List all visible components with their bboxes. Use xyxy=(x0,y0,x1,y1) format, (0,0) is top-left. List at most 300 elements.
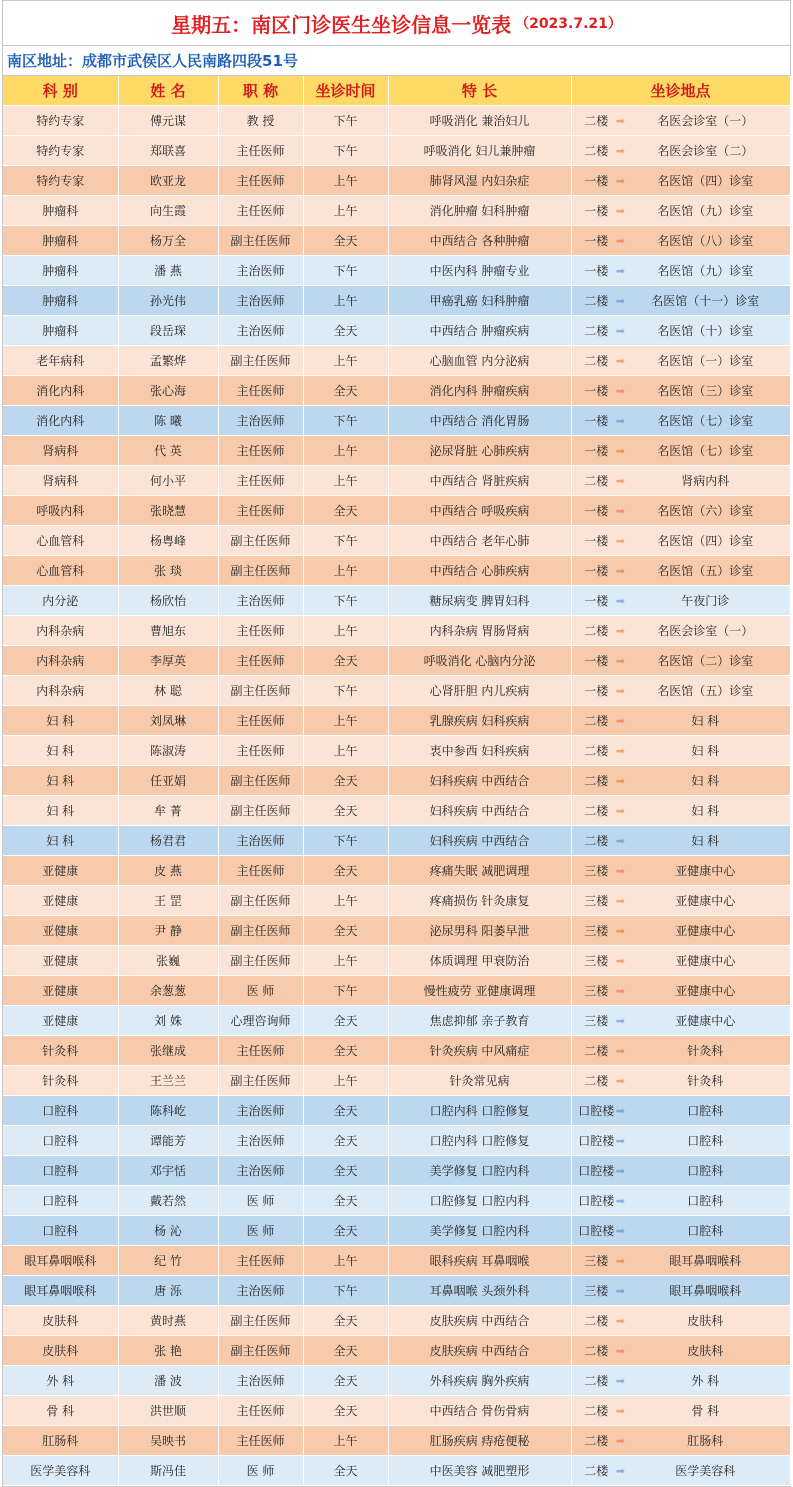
session-time-cell: 全天 xyxy=(303,1036,388,1066)
clinic-location-cell: 眼耳鼻咽喉科 xyxy=(621,1276,790,1306)
floor-label: 一楼 xyxy=(584,204,609,218)
session-time-cell: 下午 xyxy=(303,406,388,436)
clinic-location-cell: 名医馆（四）诊室 xyxy=(621,526,790,556)
floor-label: 一楼 xyxy=(584,564,609,578)
specialty-cell: 针灸疾病 中风痛症 xyxy=(388,1036,571,1066)
floor-label: 二楼 xyxy=(584,1314,609,1328)
clinic-location-cell: 亚健康中心 xyxy=(621,976,790,1006)
right-arrow-icon: ➡ xyxy=(615,1464,625,1477)
specialty-cell: 中西结合 呼吸疾病 xyxy=(388,496,571,526)
clinic-location-cell: 名医会诊室（一） xyxy=(621,106,790,136)
specialty-cell: 针灸常见病 xyxy=(388,1066,571,1096)
floor-cell xyxy=(571,106,625,136)
doctor-title-cell: 主任医师 xyxy=(218,856,303,886)
table-body xyxy=(3,106,790,1486)
doctor-schedule-table xyxy=(3,76,791,1486)
table-row xyxy=(3,526,790,556)
doctor-name-cell: 王 罡 xyxy=(118,886,218,916)
right-arrow-icon: ➡ xyxy=(615,894,625,907)
specialty-cell: 慢性疲劳 亚健康调理 xyxy=(388,976,571,1006)
department-cell: 亚健康 xyxy=(3,1006,118,1036)
floor-label: 二楼 xyxy=(584,1464,609,1478)
department-cell: 眼耳鼻咽喉科 xyxy=(3,1246,118,1276)
doctor-title-cell: 副主任医师 xyxy=(218,1066,303,1096)
specialty-cell: 消化内科 肿瘤疾病 xyxy=(388,376,571,406)
floor-label: 二楼 xyxy=(584,474,609,488)
table-header-row xyxy=(3,76,790,106)
right-arrow-icon: ➡ xyxy=(615,1074,625,1087)
specialty-cell: 中西结合 肾脏疾病 xyxy=(388,466,571,496)
session-time-cell: 上午 xyxy=(303,436,388,466)
floor-cell xyxy=(571,496,625,526)
department-cell: 内分泌 xyxy=(3,586,118,616)
specialty-cell: 呼吸消化 心脑内分泌 xyxy=(388,646,571,676)
doctor-name-cell: 吴映书 xyxy=(118,1426,218,1456)
session-time-cell: 上午 xyxy=(303,616,388,646)
doctor-title-cell: 主治医师 xyxy=(218,826,303,856)
specialty-cell: 衷中参西 妇科疾病 xyxy=(388,736,571,766)
table-row xyxy=(3,496,790,526)
clinic-location-cell: 亚健康中心 xyxy=(621,856,790,886)
department-cell: 皮肤科 xyxy=(3,1336,118,1366)
department-cell: 亚健康 xyxy=(3,856,118,886)
doctor-title-cell: 医 师 xyxy=(218,976,303,1006)
specialty-cell: 内科杂病 胃肠肾病 xyxy=(388,616,571,646)
floor-cell xyxy=(571,1396,625,1426)
right-arrow-icon: ➡ xyxy=(615,1134,625,1147)
floor-label: 口腔楼 xyxy=(578,1104,615,1118)
right-arrow-icon: ➡ xyxy=(615,834,625,847)
right-arrow-icon: ➡ xyxy=(615,294,625,307)
doctor-name-cell: 杨 沁 xyxy=(118,1216,218,1246)
floor-label: 一楼 xyxy=(584,504,609,518)
session-time-cell: 上午 xyxy=(303,1246,388,1276)
floor-cell xyxy=(571,256,625,286)
clinic-location-cell: 名医馆（十一）诊室 xyxy=(621,286,790,316)
specialty-cell: 耳鼻咽喉 头颈外科 xyxy=(388,1276,571,1306)
session-time-cell: 全天 xyxy=(303,1006,388,1036)
doctor-name-cell: 牟 菁 xyxy=(118,796,218,826)
floor-cell xyxy=(571,706,625,736)
session-time-cell: 下午 xyxy=(303,586,388,616)
session-time-cell: 全天 xyxy=(303,226,388,256)
department-cell: 心血管科 xyxy=(3,556,118,586)
doctor-title-cell: 副主任医师 xyxy=(218,226,303,256)
session-time-cell: 上午 xyxy=(303,1426,388,1456)
clinic-location-cell: 名医馆（五）诊室 xyxy=(621,556,790,586)
table-row xyxy=(3,1366,790,1396)
table-row xyxy=(3,1456,790,1486)
floor-cell xyxy=(571,856,625,886)
floor-label: 二楼 xyxy=(584,144,609,158)
session-time-cell: 上午 xyxy=(303,166,388,196)
floor-label: 二楼 xyxy=(584,294,609,308)
doctor-name-cell: 斯冯佳 xyxy=(118,1456,218,1486)
floor-cell xyxy=(571,796,625,826)
doctor-name-cell: 张 琰 xyxy=(118,556,218,586)
header-name: 姓 名 xyxy=(118,76,218,106)
doctor-title-cell: 副主任医师 xyxy=(218,916,303,946)
right-arrow-icon: ➡ xyxy=(615,864,625,877)
table-row xyxy=(3,1066,790,1096)
specialty-cell: 肛肠疾病 痔疮便秘 xyxy=(388,1426,571,1456)
doctor-title-cell: 主治医师 xyxy=(218,1366,303,1396)
session-time-cell: 全天 xyxy=(303,496,388,526)
department-cell: 针灸科 xyxy=(3,1066,118,1096)
doctor-title-cell: 副主任医师 xyxy=(218,346,303,376)
floor-label: 三楼 xyxy=(584,954,609,968)
specialty-cell: 皮肤疾病 中西结合 xyxy=(388,1306,571,1336)
session-time-cell: 上午 xyxy=(303,706,388,736)
doctor-name-cell: 邓宇恬 xyxy=(118,1156,218,1186)
doctor-name-cell: 刘 姝 xyxy=(118,1006,218,1036)
right-arrow-icon: ➡ xyxy=(615,534,625,547)
specialty-cell: 乳腺疾病 妇科疾病 xyxy=(388,706,571,736)
floor-label: 三楼 xyxy=(584,894,609,908)
right-arrow-icon: ➡ xyxy=(615,654,625,667)
doctor-name-cell: 谭能芳 xyxy=(118,1126,218,1156)
table-row xyxy=(3,286,790,316)
table-row xyxy=(3,166,790,196)
floor-cell xyxy=(571,1426,625,1456)
right-arrow-icon: ➡ xyxy=(615,1314,625,1327)
table-row xyxy=(3,616,790,646)
floor-label: 口腔楼 xyxy=(578,1164,615,1178)
right-arrow-icon: ➡ xyxy=(615,234,625,247)
right-arrow-icon: ➡ xyxy=(615,264,625,277)
doctor-title-cell: 主任医师 xyxy=(218,706,303,736)
header-location: 坐诊地点 xyxy=(571,76,790,106)
doctor-title-cell: 主治医师 xyxy=(218,316,303,346)
doctor-name-cell: 纪 竹 xyxy=(118,1246,218,1276)
specialty-cell: 疼痛失眠 减肥调理 xyxy=(388,856,571,886)
right-arrow-icon: ➡ xyxy=(615,1164,625,1177)
table-row xyxy=(3,946,790,976)
floor-label: 二楼 xyxy=(584,1374,609,1388)
clinic-location-cell: 名医馆（一）诊室 xyxy=(621,346,790,376)
department-cell: 内科杂病 xyxy=(3,646,118,676)
clinic-location-cell: 名医馆（八）诊室 xyxy=(621,226,790,256)
floor-label: 一楼 xyxy=(584,174,609,188)
specialty-cell: 体质调理 甲衰防治 xyxy=(388,946,571,976)
session-time-cell: 全天 xyxy=(303,1126,388,1156)
session-time-cell: 上午 xyxy=(303,346,388,376)
session-time-cell: 全天 xyxy=(303,646,388,676)
session-time-cell: 下午 xyxy=(303,136,388,166)
floor-label: 三楼 xyxy=(584,1014,609,1028)
specialty-cell: 皮肤疾病 中西结合 xyxy=(388,1336,571,1366)
doctor-title-cell: 主治医师 xyxy=(218,1276,303,1306)
doctor-title-cell: 副主任医师 xyxy=(218,526,303,556)
doctor-title-cell: 医 师 xyxy=(218,1216,303,1246)
clinic-location-cell: 妇 科 xyxy=(621,766,790,796)
doctor-title-cell: 主任医师 xyxy=(218,736,303,766)
session-time-cell: 全天 xyxy=(303,796,388,826)
floor-cell xyxy=(571,226,625,256)
floor-label: 一楼 xyxy=(584,414,609,428)
session-time-cell: 全天 xyxy=(303,766,388,796)
clinic-location-cell: 针灸科 xyxy=(621,1066,790,1096)
specialty-cell: 口腔内科 口腔修复 xyxy=(388,1096,571,1126)
floor-label: 二楼 xyxy=(584,114,609,128)
specialty-cell: 妇科疾病 中西结合 xyxy=(388,826,571,856)
clinic-location-cell: 口腔科 xyxy=(621,1216,790,1246)
specialty-cell: 外科疾病 胸外疾病 xyxy=(388,1366,571,1396)
right-arrow-icon: ➡ xyxy=(615,504,625,517)
floor-cell xyxy=(571,1306,625,1336)
header-department: 科 别 xyxy=(3,76,118,106)
doctor-name-cell: 黄时燕 xyxy=(118,1306,218,1336)
session-time-cell: 下午 xyxy=(303,1276,388,1306)
right-arrow-icon: ➡ xyxy=(615,774,625,787)
right-arrow-icon: ➡ xyxy=(615,354,625,367)
session-time-cell: 全天 xyxy=(303,916,388,946)
department-cell: 妇 科 xyxy=(3,736,118,766)
doctor-name-cell: 张心海 xyxy=(118,376,218,406)
clinic-location-cell: 名医馆（二）诊室 xyxy=(621,646,790,676)
department-cell: 口腔科 xyxy=(3,1096,118,1126)
table-row xyxy=(3,856,790,886)
floor-cell xyxy=(571,166,625,196)
doctor-name-cell: 曹旭东 xyxy=(118,616,218,646)
doctor-title-cell: 副主任医师 xyxy=(218,886,303,916)
table-row xyxy=(3,436,790,466)
clinic-location-cell: 名医馆（十）诊室 xyxy=(621,316,790,346)
specialty-cell: 糖尿病变 脾胃妇科 xyxy=(388,586,571,616)
floor-label: 一楼 xyxy=(584,654,609,668)
doctor-name-cell: 皮 燕 xyxy=(118,856,218,886)
clinic-location-cell: 亚健康中心 xyxy=(621,886,790,916)
department-cell: 肿瘤科 xyxy=(3,256,118,286)
floor-label: 二楼 xyxy=(584,744,609,758)
doctor-title-cell: 副主任医师 xyxy=(218,556,303,586)
floor-label: 二楼 xyxy=(584,774,609,788)
right-arrow-icon: ➡ xyxy=(615,384,625,397)
header-specialty: 特 长 xyxy=(388,76,571,106)
floor-cell xyxy=(571,346,625,376)
department-cell: 消化内科 xyxy=(3,406,118,436)
doctor-title-cell: 心理咨询师 xyxy=(218,1006,303,1036)
table-row xyxy=(3,346,790,376)
specialty-cell: 中西结合 老年心肺 xyxy=(388,526,571,556)
floor-cell xyxy=(571,526,625,556)
floor-label: 二楼 xyxy=(584,1404,609,1418)
right-arrow-icon: ➡ xyxy=(615,114,625,127)
session-time-cell: 下午 xyxy=(303,106,388,136)
department-cell: 针灸科 xyxy=(3,1036,118,1066)
doctor-name-cell: 杨君君 xyxy=(118,826,218,856)
specialty-cell: 中医美容 减肥塑形 xyxy=(388,1456,571,1486)
department-cell: 特约专家 xyxy=(3,166,118,196)
department-cell: 肿瘤科 xyxy=(3,226,118,256)
doctor-title-cell: 主任医师 xyxy=(218,1036,303,1066)
session-time-cell: 上午 xyxy=(303,886,388,916)
clinic-location-cell: 名医馆（七）诊室 xyxy=(621,436,790,466)
doctor-title-cell: 教 授 xyxy=(218,106,303,136)
doctor-title-cell: 医 师 xyxy=(218,1456,303,1486)
floor-label: 一楼 xyxy=(584,534,609,548)
right-arrow-icon: ➡ xyxy=(615,474,625,487)
clinic-location-cell: 妇 科 xyxy=(621,796,790,826)
floor-cell xyxy=(571,406,625,436)
floor-label: 一楼 xyxy=(584,384,609,398)
title-date: （2023.7.21） xyxy=(515,16,622,32)
doctor-title-cell: 主任医师 xyxy=(218,1246,303,1276)
department-cell: 外 科 xyxy=(3,1366,118,1396)
table-row xyxy=(3,796,790,826)
floor-label: 二楼 xyxy=(584,804,609,818)
doctor-name-cell: 杨粤峰 xyxy=(118,526,218,556)
floor-label: 三楼 xyxy=(584,1254,609,1268)
table-row xyxy=(3,1156,790,1186)
session-time-cell: 下午 xyxy=(303,526,388,556)
floor-label: 一楼 xyxy=(584,234,609,248)
floor-cell xyxy=(571,1366,625,1396)
department-cell: 亚健康 xyxy=(3,976,118,1006)
specialty-cell: 眼科疾病 耳鼻咽喉 xyxy=(388,1246,571,1276)
session-time-cell: 上午 xyxy=(303,466,388,496)
department-cell: 亚健康 xyxy=(3,886,118,916)
floor-label: 一楼 xyxy=(584,444,609,458)
floor-label: 二楼 xyxy=(584,354,609,368)
doctor-name-cell: 唐 泺 xyxy=(118,1276,218,1306)
right-arrow-icon: ➡ xyxy=(615,624,625,637)
specialty-cell: 呼吸消化 妇儿兼肿瘤 xyxy=(388,136,571,166)
floor-label: 一楼 xyxy=(584,594,609,608)
doctor-name-cell: 潘 燕 xyxy=(118,256,218,286)
header-title: 职 称 xyxy=(218,76,303,106)
table-row xyxy=(3,1276,790,1306)
doctor-name-cell: 傅元谋 xyxy=(118,106,218,136)
doctor-name-cell: 陈 曦 xyxy=(118,406,218,436)
specialty-cell: 中西结合 骨伤骨病 xyxy=(388,1396,571,1426)
clinic-location-cell: 亚健康中心 xyxy=(621,946,790,976)
floor-label: 口腔楼 xyxy=(578,1134,615,1148)
specialty-cell: 中西结合 消化胃肠 xyxy=(388,406,571,436)
clinic-location-cell: 眼耳鼻咽喉科 xyxy=(621,1246,790,1276)
doctor-name-cell: 王兰兰 xyxy=(118,1066,218,1096)
floor-cell xyxy=(571,766,625,796)
session-time-cell: 上午 xyxy=(303,946,388,976)
floor-cell xyxy=(571,826,625,856)
specialty-cell: 心肾肝胆 内儿疾病 xyxy=(388,676,571,706)
department-cell: 特约专家 xyxy=(3,106,118,136)
right-arrow-icon: ➡ xyxy=(615,1434,625,1447)
doctor-name-cell: 潘 波 xyxy=(118,1366,218,1396)
floor-cell xyxy=(571,646,625,676)
floor-cell xyxy=(571,136,625,166)
department-cell: 口腔科 xyxy=(3,1216,118,1246)
right-arrow-icon: ➡ xyxy=(615,324,625,337)
table-row xyxy=(3,706,790,736)
right-arrow-icon: ➡ xyxy=(615,1194,625,1207)
department-cell: 骨 科 xyxy=(3,1396,118,1426)
right-arrow-icon: ➡ xyxy=(615,564,625,577)
department-cell: 肾病科 xyxy=(3,436,118,466)
doctor-title-cell: 主治医师 xyxy=(218,256,303,286)
session-time-cell: 上午 xyxy=(303,196,388,226)
right-arrow-icon: ➡ xyxy=(615,174,625,187)
clinic-location-cell: 肛肠科 xyxy=(621,1426,790,1456)
doctor-name-cell: 孙光伟 xyxy=(118,286,218,316)
specialty-cell: 中西结合 肿瘤疾病 xyxy=(388,316,571,346)
session-time-cell: 全天 xyxy=(303,1156,388,1186)
floor-cell xyxy=(571,1186,625,1216)
doctor-name-cell: 杨欣怡 xyxy=(118,586,218,616)
department-cell: 医学美容科 xyxy=(3,1456,118,1486)
floor-label: 二楼 xyxy=(584,834,609,848)
specialty-cell: 妇科疾病 中西结合 xyxy=(388,796,571,826)
clinic-location-cell: 口腔科 xyxy=(621,1156,790,1186)
department-cell: 皮肤科 xyxy=(3,1306,118,1336)
floor-cell xyxy=(571,736,625,766)
department-cell: 心血管科 xyxy=(3,526,118,556)
table-row xyxy=(3,826,790,856)
session-time-cell: 全天 xyxy=(303,1396,388,1426)
right-arrow-icon: ➡ xyxy=(615,414,625,427)
doctor-name-cell: 欧亚龙 xyxy=(118,166,218,196)
session-time-cell: 全天 xyxy=(303,1456,388,1486)
session-time-cell: 全天 xyxy=(303,1216,388,1246)
specialty-cell: 肺肾风湿 内妇杂症 xyxy=(388,166,571,196)
session-time-cell: 下午 xyxy=(303,256,388,286)
floor-cell xyxy=(571,946,625,976)
doctor-name-cell: 余葱葱 xyxy=(118,976,218,1006)
doctor-title-cell: 主任医师 xyxy=(218,616,303,646)
clinic-location-cell: 口腔科 xyxy=(621,1186,790,1216)
right-arrow-icon: ➡ xyxy=(615,804,625,817)
floor-cell xyxy=(571,1036,625,1066)
floor-label: 一楼 xyxy=(584,264,609,278)
floor-label: 口腔楼 xyxy=(578,1224,615,1238)
floor-cell xyxy=(571,886,625,916)
right-arrow-icon: ➡ xyxy=(615,204,625,217)
floor-cell xyxy=(571,556,625,586)
session-time-cell: 上午 xyxy=(303,736,388,766)
table-row xyxy=(3,1216,790,1246)
floor-label: 三楼 xyxy=(584,864,609,878)
department-cell: 特约专家 xyxy=(3,136,118,166)
specialty-cell: 消化肿瘤 妇科肿瘤 xyxy=(388,196,571,226)
table-row xyxy=(3,1246,790,1276)
department-cell: 亚健康 xyxy=(3,916,118,946)
right-arrow-icon: ➡ xyxy=(615,684,625,697)
right-arrow-icon: ➡ xyxy=(615,1014,625,1027)
department-cell: 妇 科 xyxy=(3,796,118,826)
department-cell: 妇 科 xyxy=(3,826,118,856)
department-cell: 肿瘤科 xyxy=(3,196,118,226)
doctor-name-cell: 杨万全 xyxy=(118,226,218,256)
session-time-cell: 下午 xyxy=(303,826,388,856)
floor-label: 二楼 xyxy=(584,324,609,338)
floor-label: 二楼 xyxy=(584,1344,609,1358)
specialty-cell: 美学修复 口腔内科 xyxy=(388,1216,571,1246)
right-arrow-icon: ➡ xyxy=(615,1374,625,1387)
header-time: 坐诊时间 xyxy=(303,76,388,106)
doctor-title-cell: 主治医师 xyxy=(218,1096,303,1126)
floor-label: 二楼 xyxy=(584,624,609,638)
floor-cell xyxy=(571,1096,625,1126)
table-row xyxy=(3,1006,790,1036)
floor-label: 二楼 xyxy=(584,1074,609,1088)
clinic-location-cell: 名医馆（九）诊室 xyxy=(621,256,790,286)
table-row xyxy=(3,586,790,616)
doctor-name-cell: 陈淑涛 xyxy=(118,736,218,766)
doctor-name-cell: 刘凤琳 xyxy=(118,706,218,736)
floor-cell xyxy=(571,1246,625,1276)
schedule-sheet xyxy=(2,0,791,1487)
clinic-location-cell: 皮肤科 xyxy=(621,1336,790,1366)
